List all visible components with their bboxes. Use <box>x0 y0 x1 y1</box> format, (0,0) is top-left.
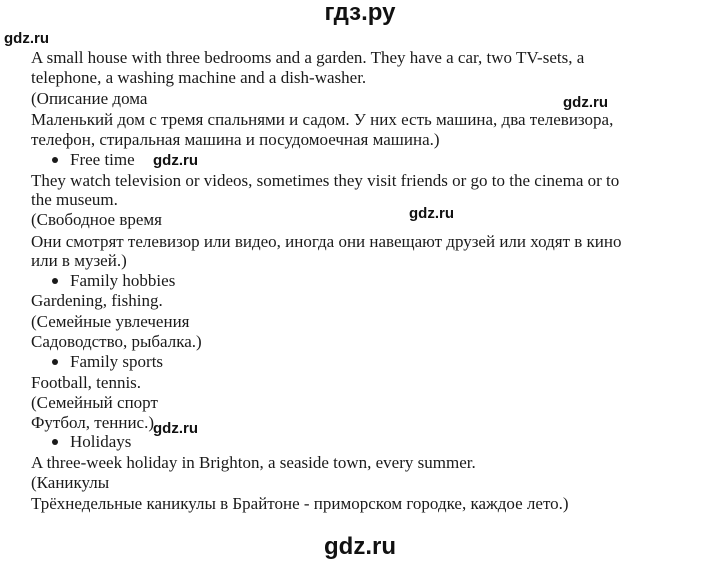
text-line: Садоводство, рыбалка.) <box>31 332 202 351</box>
bullet-label: Free time <box>70 150 135 169</box>
bullet-icon <box>52 439 58 445</box>
watermark: gdz.ru <box>563 94 608 111</box>
text-line: Трёхнедельные каникулы в Брайтоне - приморском городке, каждое лето.) <box>31 494 569 513</box>
text-line: Они смотрят телевизор или видео, иногда они навещают друзей или ходят в кино <box>31 232 622 251</box>
site-header-title: гдз.ру <box>324 0 396 26</box>
bullet-item <box>52 352 163 372</box>
text-line: A small house with three bedrooms and a garden. They have a car, two TV-sets, a <box>31 48 585 67</box>
watermark: gdz.ru <box>153 420 198 437</box>
text-line: (Семейный спорт <box>31 393 158 412</box>
bullet-icon <box>52 359 58 365</box>
bullet-label: Family sports <box>70 352 164 371</box>
watermark: gdz.ru <box>153 152 198 169</box>
bullet-label: Family hobbies <box>70 271 176 290</box>
watermark: gdz.ru <box>4 30 49 47</box>
bullet-label: Holidays <box>70 432 132 451</box>
text-line: Football, tennis. <box>31 373 142 392</box>
text-line: They watch television or videos, sometimes they visit friends or go to the cinema or to <box>31 171 620 190</box>
text-line: the museum. <box>31 190 118 209</box>
text-line: телефон, стиральная машина и посудомоечная машина.) <box>31 130 440 149</box>
text-line: или в музей.) <box>31 251 127 270</box>
site-footer-label: gdz.ru <box>324 533 396 560</box>
text-line: (Свободное время <box>31 210 162 229</box>
bullet-item <box>52 150 135 170</box>
text-line: A three-week holiday in Brighton, a seaside town, every summer. <box>31 453 476 472</box>
text-line: Gardening, fishing. <box>31 291 163 310</box>
text-line: (Семейные увлечения <box>31 312 190 331</box>
bullet-icon <box>52 157 58 163</box>
text-line: (Каникулы <box>31 473 110 492</box>
bullet-item <box>52 432 131 452</box>
text-line: (Описание дома <box>31 89 148 108</box>
text-line: Маленький дом с тремя спальнями и садом. У них есть машина, два телевизора, <box>31 110 614 129</box>
bullet-item <box>52 271 175 291</box>
text-line: Футбол, теннис.) <box>31 413 154 432</box>
bullet-icon <box>52 278 58 284</box>
text-line: telephone, a washing machine and a dish-washer. <box>31 68 367 87</box>
watermark: gdz.ru <box>409 205 454 222</box>
